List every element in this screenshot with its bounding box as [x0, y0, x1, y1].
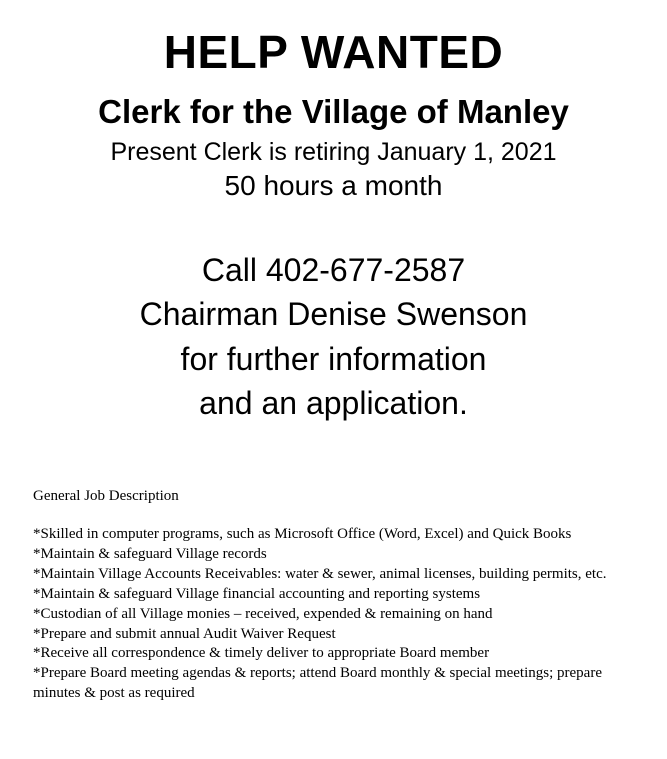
list-item: *Maintain Village Accounts Receivables: water & sewer, animal licenses, building permits, etc.: [33, 565, 607, 582]
page-title: HELP WANTED: [163, 26, 504, 78]
job-description-heading: General Job Description: [33, 487, 179, 504]
list-item: *Custodian of all Village monies – received, expended & remaining on hand: [33, 605, 493, 622]
contact-purpose-line-1: for further information: [180, 340, 487, 377]
list-item: *Receive all correspondence & timely deliver to appropriate Board member: [33, 645, 490, 662]
retiring-notice: Present Clerk is retiring January 1, 2021: [110, 137, 557, 166]
list-item: *Prepare Board meeting agendas & reports; attend Board monthly & special meetings; prepare minutes & post as required: [33, 665, 602, 702]
list-item: *Prepare and submit annual Audit Waiver Request: [33, 625, 336, 642]
duty-list: [33, 525, 649, 704]
contact-purpose-line-2: and an application.: [199, 384, 468, 421]
list-item: *Skilled in computer programs, such as Microsoft Office (Word, Excel) and Quick Books: [33, 525, 572, 542]
list-item: *Maintain & safeguard Village financial accounting and reporting systems: [33, 585, 481, 602]
contact-block: [0, 248, 667, 425]
job-description-block: [0, 487, 667, 704]
headline-block: [0, 0, 667, 204]
list-item: *Maintain & safeguard Village records: [33, 545, 267, 562]
position-title: Clerk for the Village of Manley: [98, 93, 569, 131]
hours-line: 50 hours a month: [224, 169, 443, 201]
contact-name: Chairman Denise Swenson: [139, 296, 528, 333]
contact-phone: Call 402-677-2587: [201, 252, 466, 289]
